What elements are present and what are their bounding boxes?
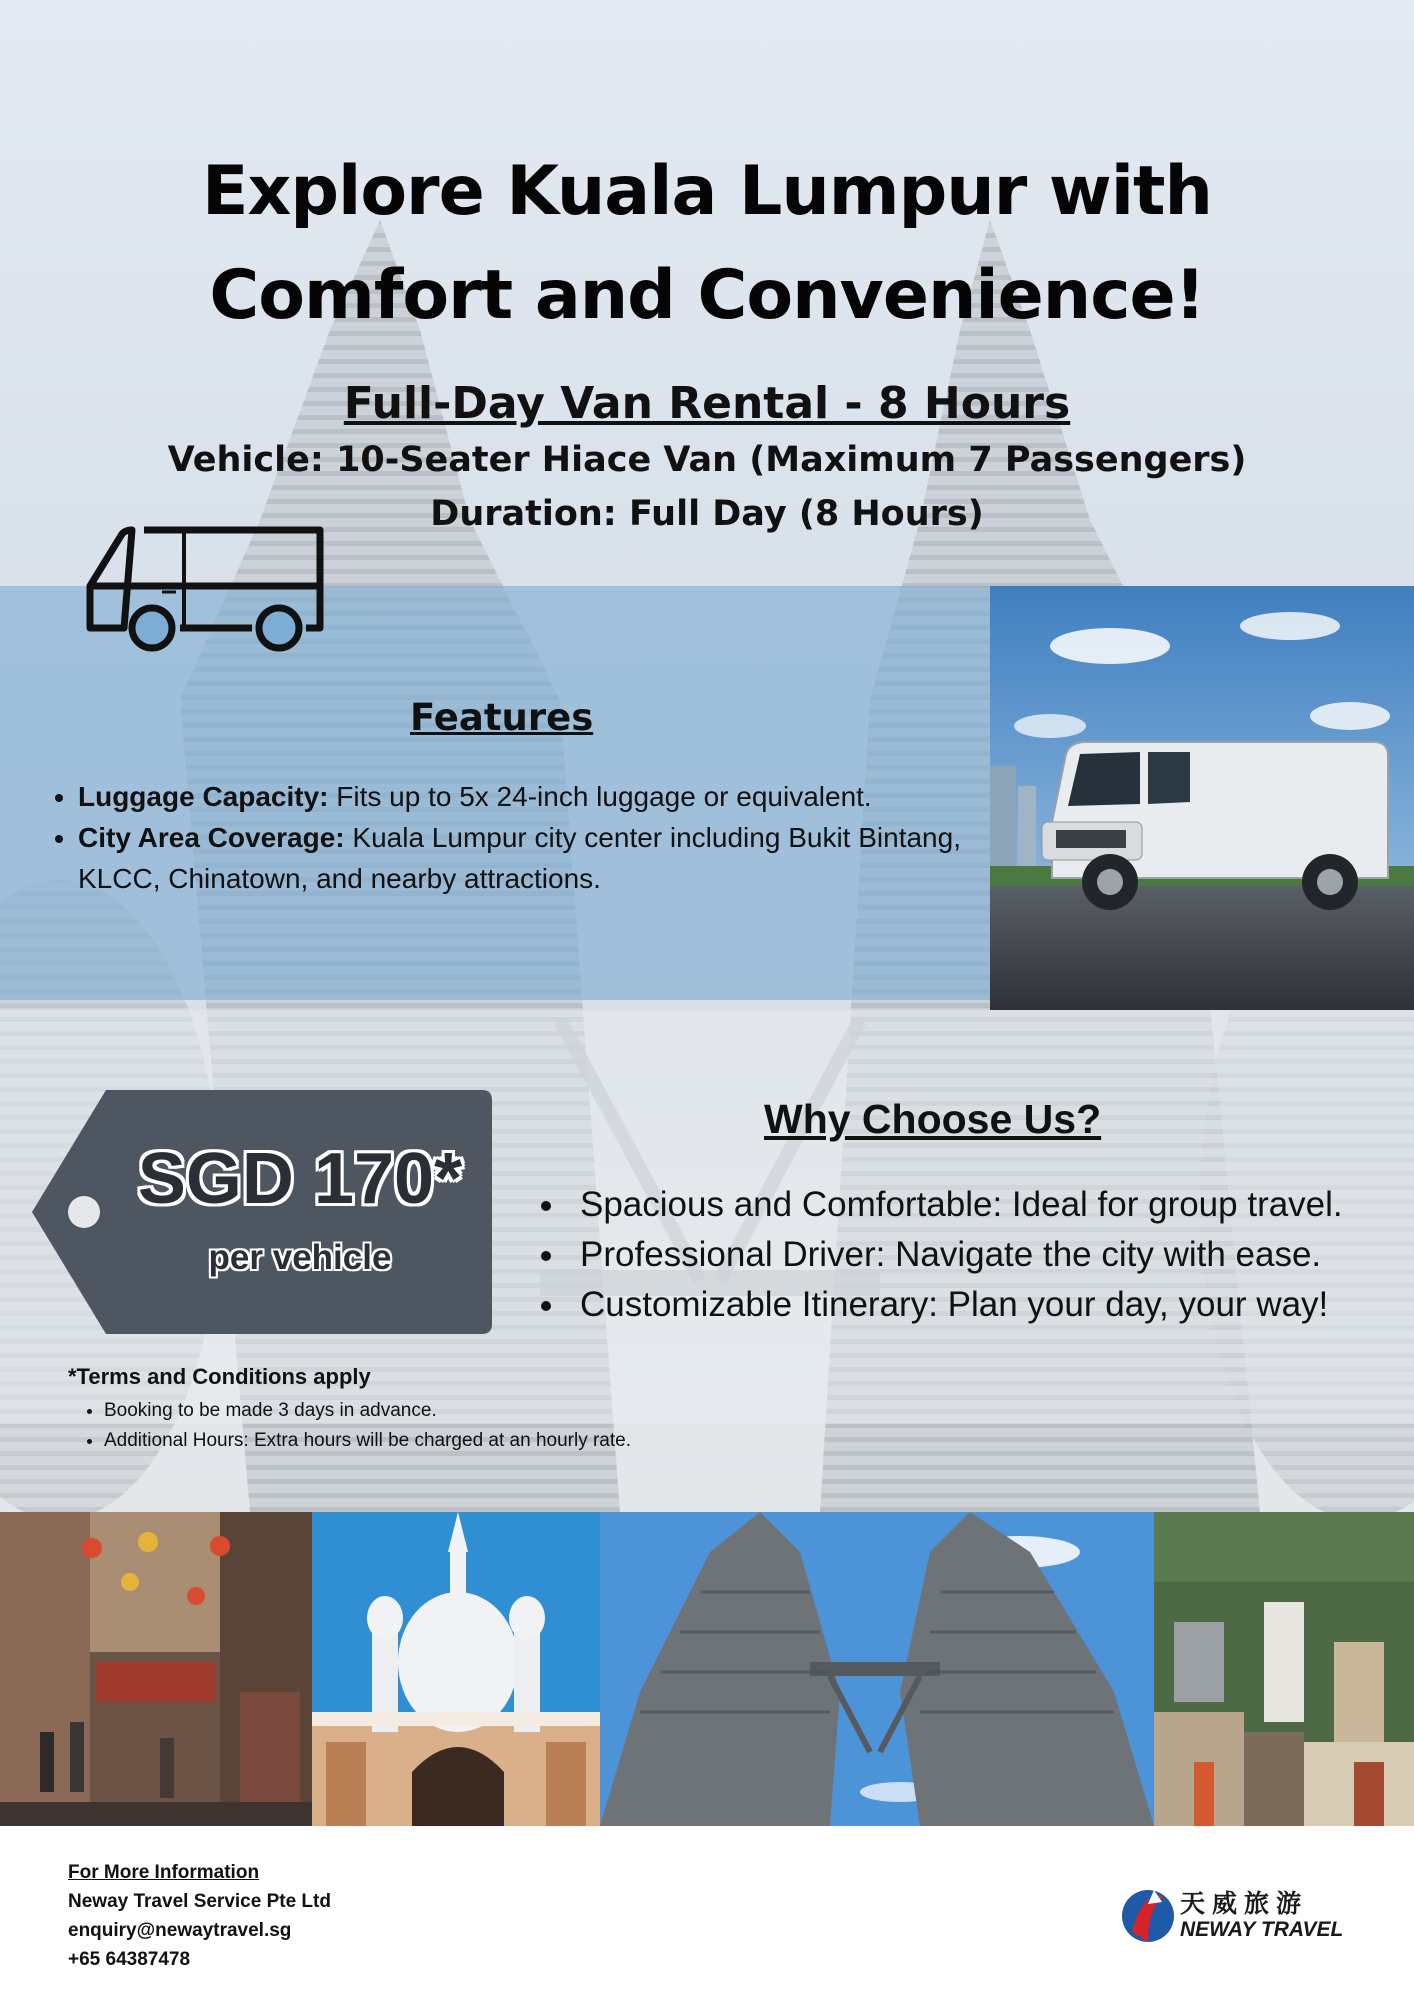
why-heading: Why Choose Us? <box>764 1096 1102 1142</box>
feature-text: Fits up to 5x 24-inch luggage or equivalent. <box>328 781 872 812</box>
title-line-1: Explore Kuala Lumpur with <box>202 152 1212 231</box>
photo-strip <box>0 1512 1414 1826</box>
price-amount: SGD 170* <box>137 1139 463 1219</box>
vehicle-line: Vehicle: 10-Seater Hiace Van (Maximum 7 Passengers) <box>167 440 1247 480</box>
mosque-photo <box>312 1512 600 1826</box>
city-aerial-photo <box>1154 1512 1414 1826</box>
contact-heading: For More Information <box>68 1862 260 1883</box>
list-item: • Additional Hours: Extra hours will be charged at an hourly rate. <box>104 1426 631 1456</box>
list-item: • Booking to be made 3 days in advance. <box>104 1396 631 1426</box>
petronas-towers-photo <box>600 1512 1154 1826</box>
list-item: • Spacious and Comfortable: Ideal for group travel. <box>568 1180 1414 1230</box>
duration-line: Duration: Full Day (8 Hours) <box>430 494 984 534</box>
terms-list <box>68 1396 631 1456</box>
feature-label: City Area Coverage: <box>78 822 345 853</box>
logo-english-name: NEWAY TRAVEL <box>1180 1918 1344 1941</box>
terms-heading: *Terms and Conditions apply <box>68 1364 371 1389</box>
page-title <box>0 140 1414 348</box>
hiace-van-photo <box>990 586 1414 1010</box>
list-item: • Customizable Itinerary: Plan your day, your way! <box>568 1280 1414 1330</box>
feature-text: Kuala Lumpur city center including Bukit Bintang, KLCC, Chinatown, and nearby attractions. <box>78 822 961 894</box>
price-unit: per vehicle <box>208 1238 392 1277</box>
company-name: Neway Travel Service Pte Ltd <box>68 1891 331 1912</box>
features-heading: Features <box>410 696 594 739</box>
why-list <box>520 1180 1414 1330</box>
offer-heading: Full-Day Van Rental - 8 Hours <box>343 378 1071 429</box>
list-item <box>78 817 978 899</box>
contact-phone[interactable]: +65 64387478 <box>68 1949 191 1970</box>
list-item <box>78 776 978 817</box>
list-item: • Professional Driver: Navigate the city with ease. <box>568 1230 1414 1280</box>
logo-chinese-name: 天威旅游 <box>1180 1889 1309 1918</box>
van-icon <box>84 524 330 654</box>
title-line-2: Comfort and Convenience! <box>209 256 1205 335</box>
features-list <box>40 776 978 899</box>
contact-email[interactable]: enquiry@newaytravel.sg <box>68 1920 292 1941</box>
street-photo <box>0 1512 312 1826</box>
feature-label: Luggage Capacity: <box>78 781 329 812</box>
contact-block <box>68 1858 331 1974</box>
